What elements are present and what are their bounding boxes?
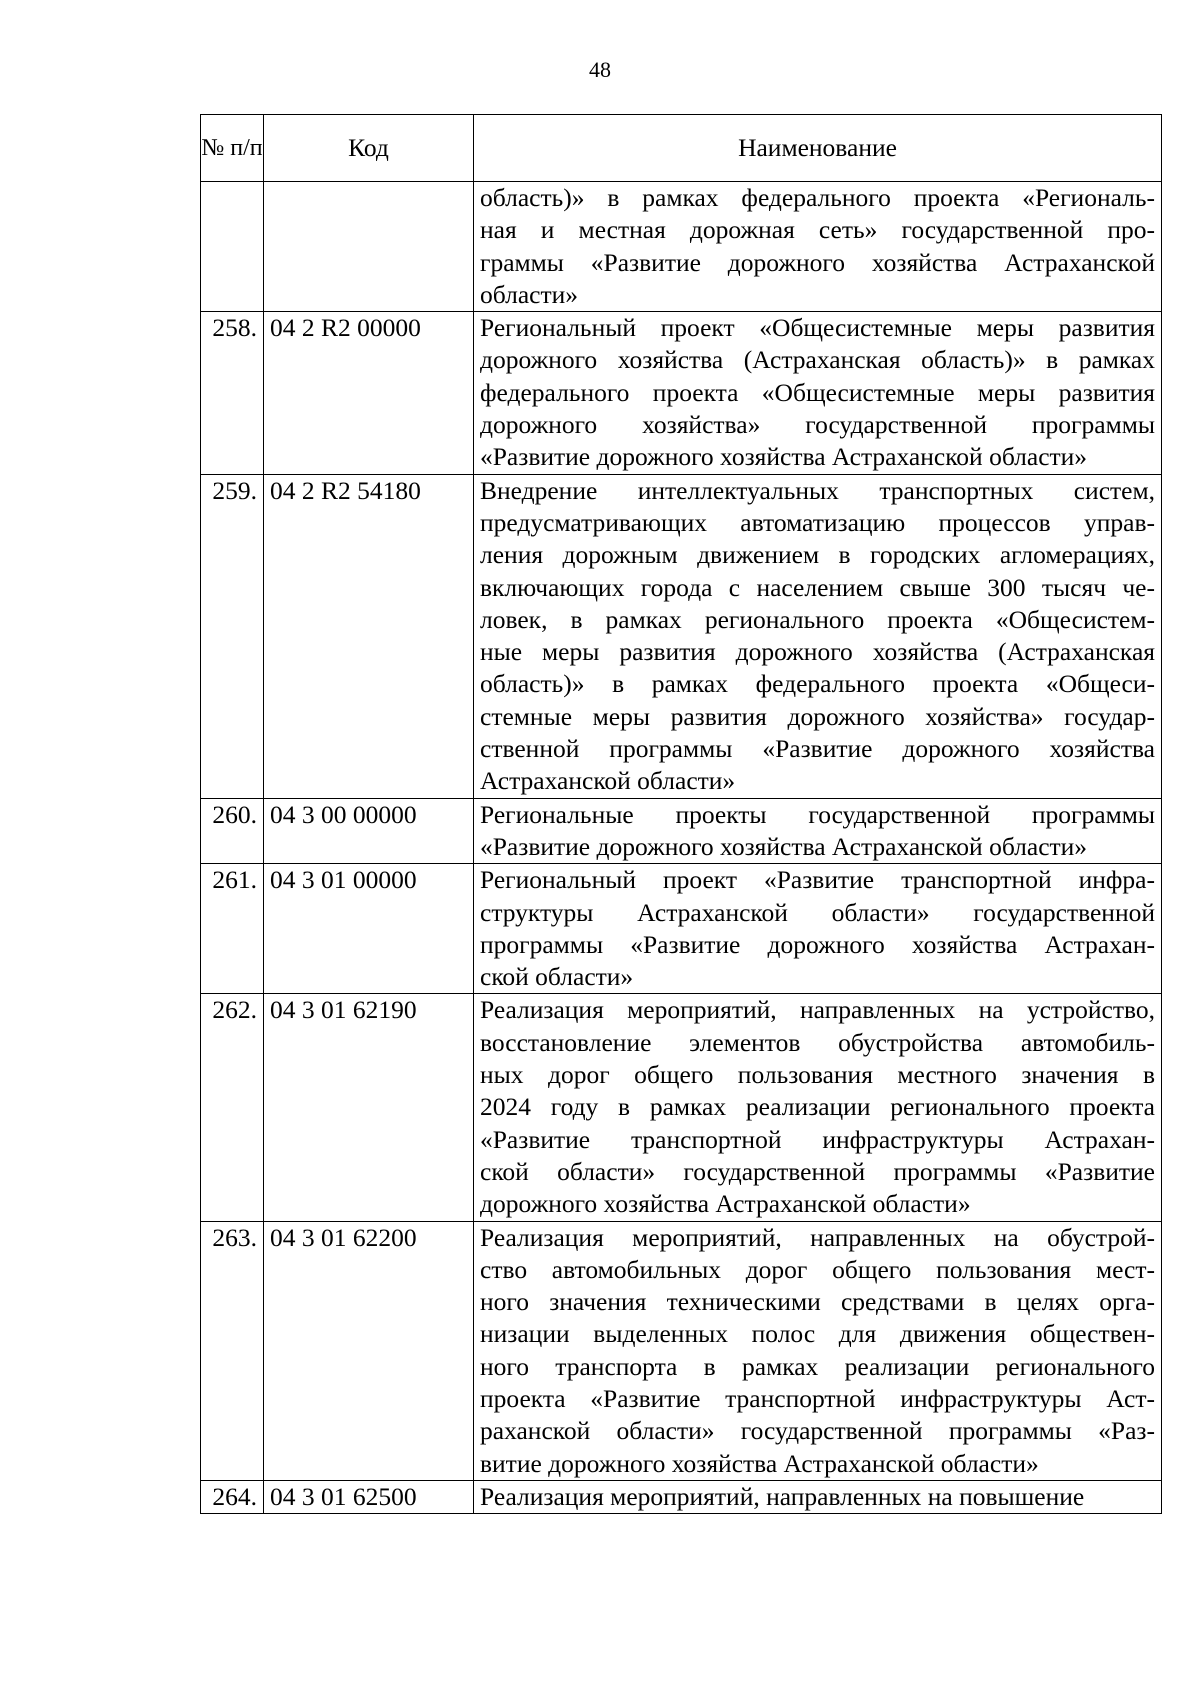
row-name-line: ные меры развития дорожного хозяйства (Астраханская bbox=[480, 637, 1155, 667]
table-row bbox=[201, 474, 1162, 798]
row-name-line: ской области» государственной программы «Развитие bbox=[480, 1156, 1155, 1186]
row-number: 260. bbox=[201, 798, 264, 864]
row-code: 04 3 01 00000 bbox=[264, 864, 474, 994]
row-name-line: области» bbox=[480, 279, 578, 309]
row-name-line: низации выделенных полос для движения обществен- bbox=[480, 1319, 1155, 1349]
row-name-line: область)» в рамках федерального проекта «Региональ- bbox=[480, 183, 1155, 212]
row-name-line: ской области» bbox=[480, 962, 634, 992]
row-name-line: Реализация мероприятий, направленных на повышение bbox=[480, 1481, 1085, 1511]
row-name-line: Реализация мероприятий, направленных на устройство, bbox=[480, 995, 1155, 1025]
table-row bbox=[201, 864, 1162, 994]
row-name-line: Региональный проект «Развитие транспортной инфра- bbox=[480, 865, 1155, 895]
row-name-line: дорожного хозяйства (Астраханская область)» в рамках bbox=[480, 345, 1155, 375]
row-code: 04 2 R2 00000 bbox=[264, 312, 474, 474]
row-name-line: ного транспорта в рамках реализации регионального bbox=[480, 1351, 1155, 1381]
row-name-line: раханской области» государственной программы «Раз- bbox=[480, 1416, 1155, 1446]
row-name bbox=[474, 1221, 1162, 1480]
row-name-line: витие дорожного хозяйства Астраханской области» bbox=[480, 1448, 1039, 1478]
header-name: Наименование bbox=[474, 115, 1162, 182]
table-header bbox=[201, 115, 1162, 182]
row-name-line: «Развитие транспортной инфраструктуры Астрахан- bbox=[480, 1124, 1155, 1154]
table-row bbox=[201, 994, 1162, 1221]
row-name bbox=[474, 1480, 1162, 1513]
row-name-line: ных дорог общего пользования местного значения в bbox=[480, 1060, 1155, 1090]
header-number-label: № п/п bbox=[201, 134, 263, 161]
row-code bbox=[264, 182, 474, 312]
row-number: 259. bbox=[201, 474, 264, 798]
row-name bbox=[474, 864, 1162, 994]
row-name-line: Астраханской области» bbox=[480, 766, 736, 796]
row-name-line: включающих города с населением свыше 300 тысяч че- bbox=[480, 572, 1155, 602]
row-name-line: «Развитие дорожного хозяйства Астраханской области» bbox=[480, 831, 1088, 861]
row-name-line: Региональный проект «Общесистемные меры развития bbox=[480, 313, 1155, 343]
row-name-line: Реализация мероприятий, направленных на обустрой- bbox=[480, 1222, 1155, 1252]
row-name bbox=[474, 182, 1162, 312]
row-name-line: ловек, в рамках регионального проекта «Общесистем- bbox=[480, 604, 1155, 634]
row-name-line: Региональные проекты государственной программы bbox=[480, 799, 1155, 829]
row-code: 04 3 01 62190 bbox=[264, 994, 474, 1221]
row-name-line: область)» в рамках федерального проекта «Общеси- bbox=[480, 669, 1155, 699]
header-code: Код bbox=[264, 115, 474, 182]
row-name-line: ления дорожным движением в городских агломерациях, bbox=[480, 540, 1155, 570]
row-name-line: дорожного хозяйства» государственной программы bbox=[480, 410, 1155, 440]
row-name bbox=[474, 798, 1162, 864]
row-code: 04 2 R2 54180 bbox=[264, 474, 474, 798]
row-name-line: программы «Развитие дорожного хозяйства Астрахан- bbox=[480, 929, 1155, 959]
page-number: 48 bbox=[589, 57, 611, 82]
row-number: 262. bbox=[201, 994, 264, 1221]
table-row bbox=[201, 312, 1162, 474]
budget-code-table bbox=[200, 114, 1162, 1514]
row-name-line: дорожного хозяйства Астраханской области» bbox=[480, 1189, 971, 1219]
row-name-line: федерального проекта «Общесистемные меры развития bbox=[480, 377, 1155, 407]
row-name-line: 2024 году в рамках реализации регионального проекта bbox=[480, 1092, 1155, 1122]
row-code: 04 3 00 00000 bbox=[264, 798, 474, 864]
row-name-line: стемные меры развития дорожного хозяйства» государ- bbox=[480, 701, 1155, 731]
table-body bbox=[201, 182, 1162, 1514]
row-name-line: структуры Астраханской области» государственной bbox=[480, 897, 1155, 927]
row-name-line: ная и местная дорожная сеть» государственной про- bbox=[480, 215, 1155, 245]
row-number bbox=[201, 182, 264, 312]
row-name-line: Внедрение интеллектуальных транспортных систем, bbox=[480, 475, 1155, 505]
row-number: 258. bbox=[201, 312, 264, 474]
row-name bbox=[474, 474, 1162, 798]
row-name-line: граммы «Развитие дорожного хозяйства Астраханской bbox=[480, 247, 1155, 277]
header-number bbox=[201, 115, 264, 182]
row-name bbox=[474, 994, 1162, 1221]
row-name-line: ство автомобильных дорог общего пользования мест- bbox=[480, 1254, 1155, 1284]
row-name-line: ственной программы «Развитие дорожного хозяйства bbox=[480, 734, 1155, 764]
row-name-line: «Развитие дорожного хозяйства Астраханской области» bbox=[480, 442, 1088, 472]
table-row bbox=[201, 1221, 1162, 1480]
row-name-line: проекта «Развитие транспортной инфраструктуры Аст- bbox=[480, 1383, 1155, 1413]
row-code: 04 3 01 62200 bbox=[264, 1221, 474, 1480]
row-name-line: предусматривающих автоматизацию процессов управ- bbox=[480, 507, 1155, 537]
header-row bbox=[201, 115, 1162, 182]
table-row bbox=[201, 182, 1162, 312]
row-number: 263. bbox=[201, 1221, 264, 1480]
row-number: 261. bbox=[201, 864, 264, 994]
row-name-line: восстановление элементов обустройства автомобиль- bbox=[480, 1027, 1155, 1057]
row-name bbox=[474, 312, 1162, 474]
row-number: 264. bbox=[201, 1480, 264, 1513]
row-name-line: ного значения техническими средствами в целях орга- bbox=[480, 1287, 1155, 1317]
table-row bbox=[201, 1480, 1162, 1513]
row-code: 04 3 01 62500 bbox=[264, 1480, 474, 1513]
table-row bbox=[201, 798, 1162, 864]
